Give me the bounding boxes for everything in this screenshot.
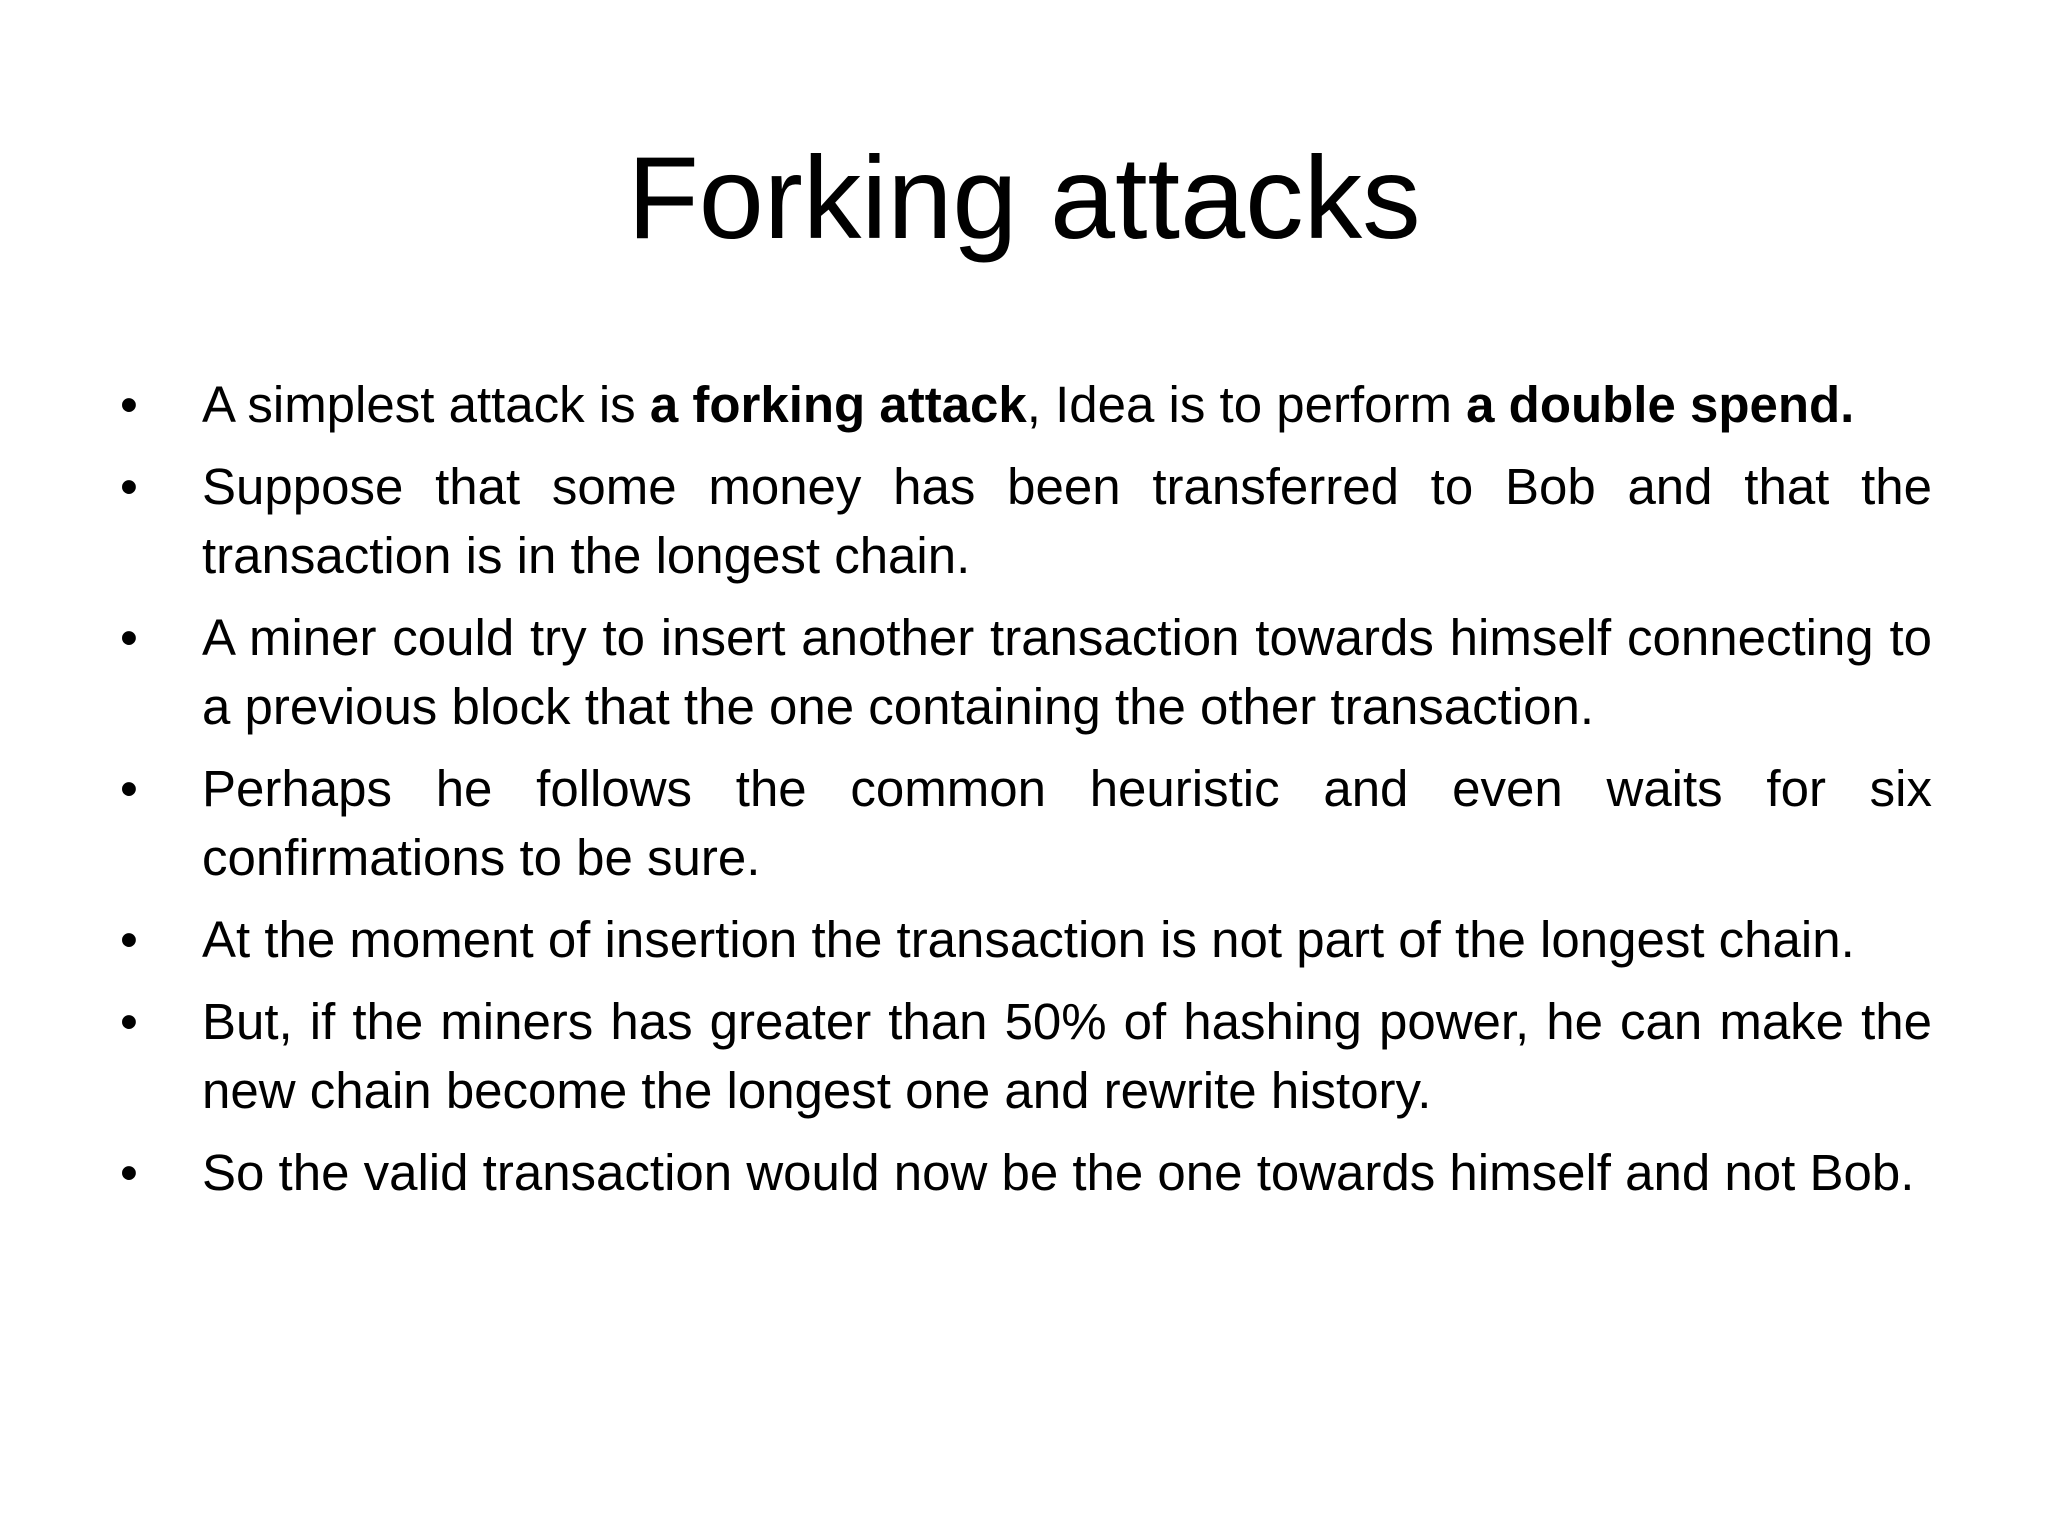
bullet-item xyxy=(120,987,1932,1125)
bullet-item xyxy=(120,754,1932,892)
bullet-item xyxy=(120,603,1932,741)
bullet-marker: • xyxy=(120,458,138,515)
bullet-marker: • xyxy=(120,376,138,433)
bullet-text: So the valid transaction would now be the one towards himself and not Bob. xyxy=(202,1144,1915,1201)
bullet-marker: • xyxy=(120,1144,138,1201)
bullet-text-part: A simplest attack is xyxy=(202,376,650,433)
bullet-text: But, if the miners has greater than 50% of hashing power, he can make the new chain become the longest one and rewrite history. xyxy=(202,993,1932,1119)
bullet-emphasis: a double spend. xyxy=(1466,376,1855,433)
bullet-emphasis: a forking attack xyxy=(649,376,1027,433)
bullet-marker: • xyxy=(120,609,138,666)
bullet-item xyxy=(120,1138,1932,1207)
bullet-marker: • xyxy=(120,993,138,1050)
bullet-marker: • xyxy=(120,760,138,817)
bullet-item xyxy=(120,905,1932,974)
bullet-text: Suppose that some money has been transferred to Bob and that the transaction is in the longest chain. xyxy=(202,458,1932,584)
bullet-item xyxy=(120,370,1932,439)
bullet-list xyxy=(120,370,1932,1220)
bullet-text-part: , Idea is to perform xyxy=(1026,376,1467,433)
bullet-item xyxy=(120,452,1932,590)
bullet-marker: • xyxy=(120,911,138,968)
slide-title: Forking attacks xyxy=(627,132,1421,263)
bullet-text xyxy=(202,376,1854,433)
bullet-text: A miner could try to insert another transaction towards himself connecting to a previous block that the one containing the other transaction. xyxy=(202,609,1932,735)
bullet-text: Perhaps he follows the common heuristic and even waits for six confirmations to be sure. xyxy=(202,760,1932,886)
bullet-text: At the moment of insertion the transaction is not part of the longest chain. xyxy=(202,911,1855,968)
